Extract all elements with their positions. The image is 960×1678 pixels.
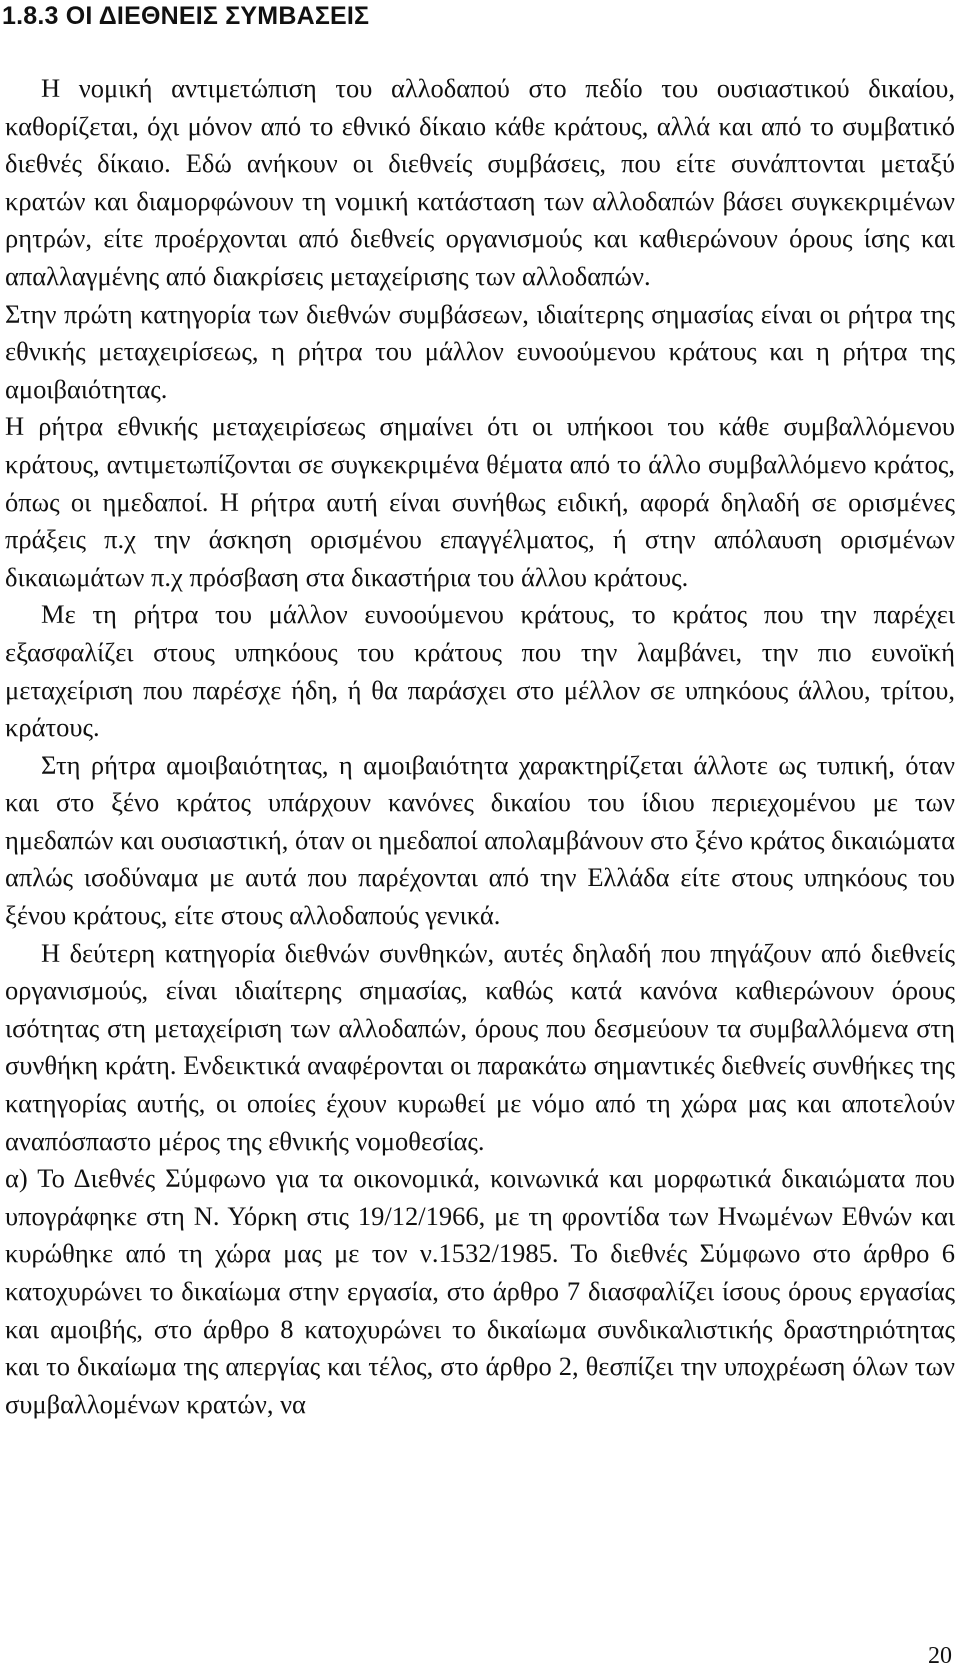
body-text	[5, 70, 955, 1423]
page-number: 20	[928, 1643, 952, 1669]
paragraph-national-treatment: Η ρήτρα εθνικής μεταχειρίσεως σημαίνει ότι οι υπήκοοι του κάθε συμβαλλόμενου κράτους, αντιμετωπίζονται σε συγκεκριμένα θέματα από το άλλο συμβαλλόμενο κράτος, όπως οι ημεδαποί. Η ρήτρα αυτή είναι συνήθως ειδική, αφορά δηλαδή σε ορισμένες πράξεις π.χ την άσκηση ορισμένου επαγγέλματος, ή στην απόλαυση ορισμένων δικαιωμάτων π.χ πρόσβαση στα δικαστήρια του άλλου κράτους.	[5, 411, 955, 592]
paragraph-first-category: Στην πρώτη κατηγορία των διεθνών συμβάσεων, ιδιαίτερης σημασίας είναι οι ρήτρα της εθνικής μεταχειρίσεως, η ρήτρα του μάλλον ευνοούμενου κράτους και η ρήτρα της αμοιβαιότητας.	[5, 298, 955, 404]
paragraph-reciprocity: Στη ρήτρα αμοιβαιότητας, η αμοιβαιότητα χαρακτηρίζεται άλλοτε ως τυπική, όταν και στο ξένο κράτος υπάρχουν κανόνες δικαίου του ίδιου περιεχομένου με των ημεδαπών και ουσιαστική, όταν οι ημεδαποί απολαμβάνουν στο ξένο κράτος δικαιώματα απλώς ισοδύναμα με αυτά που παρέχονται από την Ελλάδα είτε στους υπηκόους του ξένου κράτους, είτε στους αλλοδαπούς γενικά.	[5, 749, 955, 931]
section-heading: 1.8.3 ΟΙ ΔΙΕΘΝΕΙΣ ΣΥΜΒΑΣΕΙΣ	[2, 2, 370, 30]
paragraph-most-favoured-nation: Με τη ρήτρα του μάλλον ευνοούμενου κράτους, το κράτος που την παρέχει εξασφαλίζει στους υπηκόους του κράτους που την λαμβάνει, την πιο ευνοϊκή μεταχείριση που παρέσχε ήδη, ή θα παράσχει στο μέλλον σε υπηκόους άλλου, τρίτου, κράτους.	[5, 599, 955, 743]
paragraph-intro: Η νομική αντιμετώπιση του αλλοδαπού στο πεδίο του ουσιαστικού δικαίου, καθορίζεται, όχι μόνον από το εθνικό δίκαιο κάθε κράτους, αλλά και από το συμβατικό διεθνές δίκαιο. Εδώ ανήκουν οι διεθνείς συμβάσεις, που είτε συνάπτονται μεταξύ κρατών και διαμορφώνουν τη νομική κατάσταση των αλλοδαπών βάσει συγκεκριμένων ρητρών, είτε προέρχονται από διεθνείς οργανισμούς και καθιερώνουν όρους ίσης και απαλλαγμένης από διακρίσεις μεταχείρισης των αλλοδαπών.	[5, 73, 955, 291]
paragraph-second-category: Η δεύτερη κατηγορία διεθνών συνθηκών, αυτές δηλαδή που πηγάζουν από διεθνείς οργανισμούς, είναι ιδιαίτερης σημασίας, καθώς κατά κανόνα καθιερώνουν όρους ισότητας στη μεταχείριση των αλλοδαπών, όρους που δεσμεύουν τα συμβαλλόμενα στη συνθήκη κράτη. Ενδεικτικά αναφέρονται οι παρακάτω σημαντικές διεθνείς συνθήκες της κατηγορίας αυτής, οι οποίες έχουν κυρωθεί με νόμο από τη χώρα μας και αποτελούν αναπόσπαστο μέρος της εθνικής νομοθεσίας.	[5, 937, 955, 1156]
paragraph-covenant: α) Το Διεθνές Σύμφωνο για τα οικονομικά, κοινωνικά και μορφωτικά δικαιώματα που υπογράφηκε στη Ν. Υόρκη στις 19/12/1966, με τη φροντίδα των Ηνωμένων Εθνών και κυρώθηκε από τη χώρα μας με τον ν.1532/1985. Το διεθνές Σύμφωνο στο άρθρο 6 κατοχυρώνει το δικαίωμα στην εργασία, στο άρθρο 7 διασφαλίζει ίσους όρους εργασίας και αμοιβής, στο άρθρο 8 κατοχυρώνει το δικαίωμα συνδικαλιστικής δραστηριότητας και το δικαίωμα της απεργίας και τέλος, στο άρθρο 2, θεσπίζει την υποχρέωση όλων των συμβαλλομένων κρατών, να	[5, 1163, 955, 1419]
